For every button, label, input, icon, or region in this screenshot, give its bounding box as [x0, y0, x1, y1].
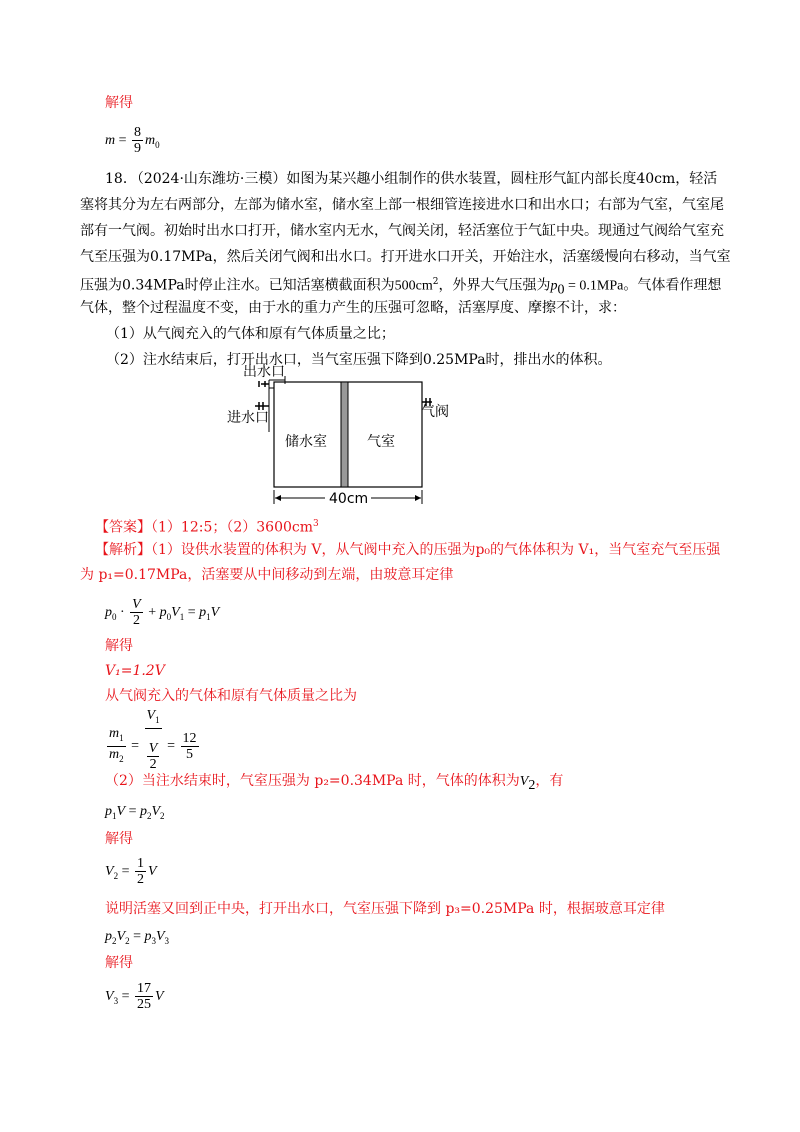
problem-source: （2024·山东潍坊·三模）: [136, 171, 287, 187]
problem-line-3: 部有一气阀。初始时出水口打开，储水室内无水，气阀关闭，轻活塞位于气缸中央。现通过气阀给气室充: [80, 223, 724, 239]
question-2: （2）注水结束后，打开出水口，当气室压强下降到0.25MPa时，排出水的体积。: [106, 352, 612, 368]
outlet-label: 出水口: [243, 364, 285, 380]
problem-line-5: 压强为0.34MPa时停止注水。已知活塞横截面积为$500cm^2$，外界大气压强为$p_0 = 0.1MPa$。气体看作理想: [80, 277, 722, 298]
problem-line-4: 气至压强为0.17MPa，然后关闭气阀和出水口。打开进水口开关，开始注水，活塞缓慢向右移动，当气室: [80, 249, 731, 265]
water-supply-diagram: [225, 362, 449, 512]
analysis-jiede-1: 解得: [105, 638, 133, 654]
analysis-label: 【解析】: [95, 542, 151, 558]
answer-line: 【答案】（1）12:5；$(2)3600cm^3$: [95, 519, 319, 536]
piston: [341, 382, 348, 487]
v3-equation: $V_3$ = $\frac{17}{25}$ V: [105, 981, 164, 1013]
length-label: 40cm: [329, 491, 369, 507]
analysis-line-2: 为 p₁=0.17MPa，活塞要从中间移动到左端，由玻意耳定律: [80, 567, 454, 583]
analysis-jiede-2: 解得: [105, 831, 133, 847]
explain-line: 说明活塞又回到正中央，打开出水口，气室压强下降到 p₃=0.25MPa 时，根据玻意耳定律: [105, 901, 665, 917]
equation-2: $p_1V = p_2V_2$: [105, 804, 165, 821]
equation-3: $p_2V_2 = p_3V_3$: [105, 929, 170, 946]
ratio-text: 从气阀充入的气体和原有气体质量之比为: [105, 688, 357, 704]
gas-room-label: 气室: [367, 434, 395, 450]
v2-equation: $V_2$ = $\frac{1}{2}$ V: [105, 856, 157, 888]
problem-line-2: 塞将其分为左右两部分，左部为储水室，储水室上部一根细管连接进水口和出水口；右部为气室，气室尾: [80, 197, 724, 213]
problem-number: 18．: [105, 171, 137, 187]
answer-label: 【答案】: [95, 519, 151, 536]
analysis-line-1: 【解析】（1）设供水装置的体积为 V，从气阀中充入的压强为p₀的气体体积为 V₁，当气室充气至压强: [95, 542, 721, 558]
problem-line-1: 18．（2024·山东潍坊·三模）如图为某兴趣小组制作的供水装置，圆柱形气缸内部长度40cm，轻活: [105, 171, 718, 187]
question-1: （1）从气阀充入的气体和原有气体质量之比；: [106, 326, 395, 342]
prev-jiede-label: 解得: [105, 95, 133, 111]
water-room-label: 储水室: [285, 434, 327, 450]
analysis-jiede-3: 解得: [105, 955, 133, 971]
equation-1: $p_0$ · $\frac{V}{2}$ + $p_0V_1 = p_1V$: [105, 597, 220, 629]
problem-line-6: 气体，整个过程温度不变，由于水的重力产生的压强可忽略，活塞厚度、摩擦不计，求：: [80, 300, 626, 316]
part-2-line: （2）当注水结束时，气室压强为 p₂=0.34MPa 时，气体的体积为$V_2$，有: [105, 773, 564, 793]
v1-result: V₁=1.2V: [105, 663, 165, 679]
inlet-label: 进水口: [227, 410, 269, 426]
valve-label: 气阀: [421, 404, 449, 420]
prev-mass-equation: m = $\frac{8}{9}$ $m_0$: [105, 125, 160, 157]
ratio-equation: $\frac{m_1}{m_2}$ = $\frac{V_1}{\frac{V}{2}}$ = $\frac{12}{5}$: [109, 708, 197, 773]
